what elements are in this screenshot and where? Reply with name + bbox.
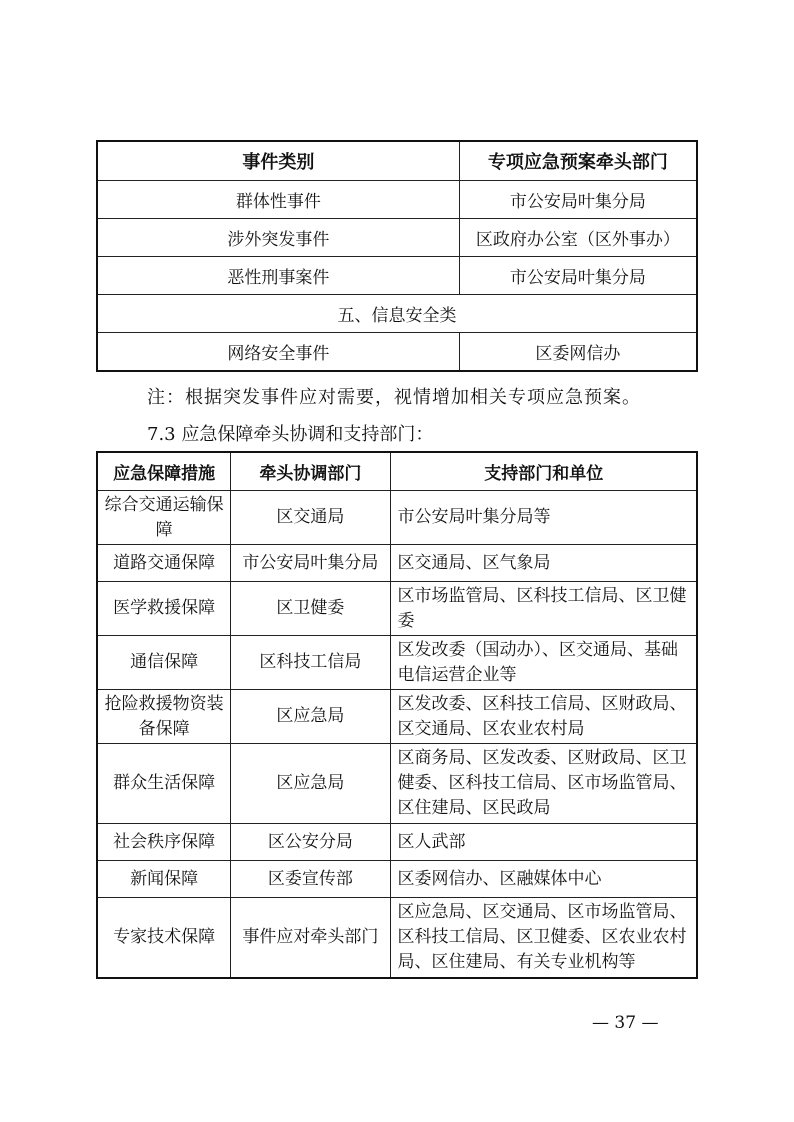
table-row: [97, 257, 697, 295]
table-cell: 区发改委、区科技工信局、区财政局、区交通局、区农业农村局: [390, 690, 697, 744]
section-title: 7.3 应急保障牵头协调和支持部门：: [147, 424, 434, 445]
table-cell: 区委网信办: [459, 333, 697, 372]
table-row: [97, 898, 697, 978]
table-cell: 区科技工信局: [231, 636, 390, 690]
table-cell: 区卫健委: [231, 582, 390, 636]
table-cell: 社会秩序保障: [97, 824, 231, 861]
table-cell: 区应急局、区交通局、区市场监管局、区科技工信局、区卫健委、区农业农村局、区住建局、有关专业机构等: [390, 898, 697, 978]
table-cell: 专家技术保障: [97, 898, 231, 978]
table-row: [97, 744, 697, 824]
table-cell: 市公安局叶集分局: [459, 181, 697, 219]
column-header: 支持部门和单位: [390, 452, 697, 491]
table-cell: 区公安分局: [231, 824, 390, 861]
table-cell: 抢险救援物资装备保障: [97, 690, 231, 744]
section-row: [97, 295, 697, 333]
table-cell: 综合交通运输保障: [97, 491, 231, 545]
column-header: 牵头协调部门: [231, 452, 390, 491]
table-cell: 市公安局叶集分局: [231, 545, 390, 582]
table-row: [97, 333, 697, 372]
column-header: 事件类别: [97, 141, 459, 181]
table-cell: 区政府办公室（区外事办）: [459, 219, 697, 257]
table-cell: 群众生活保障: [97, 744, 231, 824]
table-cell: 群体性事件: [97, 181, 459, 219]
table-cell: 网络安全事件: [97, 333, 459, 372]
table-cell: 区委宣传部: [231, 861, 390, 898]
table-cell: 恶性刑事案件: [97, 257, 459, 295]
table-header-row: [97, 452, 697, 491]
table-cell: 医学救援保障: [97, 582, 231, 636]
table-cell: 新闻保障: [97, 861, 231, 898]
page-number: — 37 —: [592, 1013, 659, 1033]
table-cell: 区交通局: [231, 491, 390, 545]
table-cell: 区人武部: [390, 824, 697, 861]
section-heading: 五、信息安全类: [97, 295, 697, 333]
table-cell: 区应急局: [231, 690, 390, 744]
table-row: [97, 824, 697, 861]
table-cell: 区市场监管局、区科技工信局、区卫健委: [390, 582, 697, 636]
table-cell: 区发改委（国动办）、区交通局、基础电信运营企业等: [390, 636, 697, 690]
table-cell: 区委网信办、区融媒体中心: [390, 861, 697, 898]
table-cell: 市公安局叶集分局等: [390, 491, 697, 545]
column-header: 专项应急预案牵头部门: [459, 141, 697, 181]
table-row: [97, 690, 697, 744]
table-cell: 市公安局叶集分局: [459, 257, 697, 295]
table-cell: 区商务局、区发改委、区财政局、区卫健委、区科技工信局、区市场监管局、区住建局、区民政局: [390, 744, 697, 824]
incident-plan-table: [96, 140, 698, 372]
table-cell: 涉外突发事件: [97, 219, 459, 257]
table-row: [97, 181, 697, 219]
table-header-row: [97, 141, 697, 181]
table-cell: 事件应对牵头部门: [231, 898, 390, 978]
table-row: [97, 636, 697, 690]
table-row: [97, 545, 697, 582]
support-departments-table: [96, 451, 698, 979]
table-cell: 通信保障: [97, 636, 231, 690]
table-cell: 道路交通保障: [97, 545, 231, 582]
table-row: [97, 582, 697, 636]
note-text: 注：根据突发事件应对需要，视情增加相关专项应急预案。: [147, 387, 641, 408]
table-cell: 区应急局: [231, 744, 390, 824]
column-header: 应急保障措施: [97, 452, 231, 491]
table-row: [97, 861, 697, 898]
table-row: [97, 219, 697, 257]
table-cell: 区交通局、区气象局: [390, 545, 697, 582]
table-row: [97, 491, 697, 545]
